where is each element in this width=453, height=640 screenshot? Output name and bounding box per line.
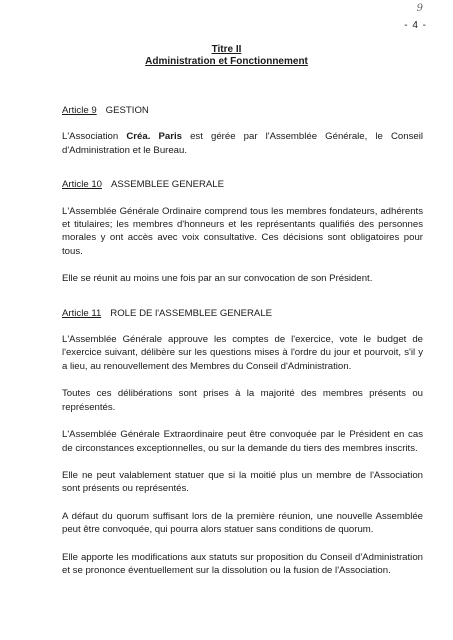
article-paragraph: Elle apporte les modifications aux statuts sur proposition du Conseil d'Administration et se prononce éventuellement sur la dissolution ou la fusion de l'Association. — [62, 551, 423, 576]
association-name: Créa. Paris — [126, 131, 182, 143]
handwritten-page-mark: 9 — [416, 3, 423, 14]
article-number: Article 10 — [62, 179, 102, 191]
article-paragraph — [62, 130, 423, 157]
article-title: ROLE DE l'ASSEMBLEE GENERALE — [110, 307, 273, 319]
article-paragraph: Elle ne peut valablement statuer que si la moitié plus un membre de l'Association sont présents ou représentés. — [62, 469, 423, 495]
para-text: L'Association Créa. Paris est gérée par l'Assemblée Générale, le Conseil d'Administration et le Bureau. — [62, 131, 423, 156]
article-11 — [62, 307, 423, 578]
article-10 — [62, 178, 423, 285]
article-title: GESTION — [105, 105, 149, 116]
article-paragraph: L'Assemblée Générale Extraordinaire peut être convoquée par le Président en cas de circonstances exceptionnelles, ou sur la demande du tiers des membres inscrits. — [62, 429, 423, 454]
title-line-1: Titre II — [211, 44, 242, 55]
article-paragraph: Elle se réunit au moins une fois par an sur convocation de son Président. — [62, 273, 373, 285]
article-number: Article 9 — [62, 105, 97, 116]
article-paragraph: Toutes ces délibérations sont prises à la majorité des membres présents ou représentés. — [62, 388, 423, 413]
article-number: Article 11 — [62, 307, 102, 319]
document-body — [62, 104, 423, 591]
title-block — [0, 44, 453, 68]
article-paragraph: L'Assemblée Générale approuve les comptes de l'exercice, vote le budget de l'exercice suivant, délibère sur les questions mises à l'ordre du jour et pourvoit, s'il y a lieu, au renouvellement des Membres du Conseil d'Administration. — [62, 334, 423, 372]
article-heading — [62, 307, 423, 320]
article-paragraph: A défaut du quorum suffisant lors de la première réunion, une nouvelle Assemblée peut être convoquée, qui pourra alors statuer sans conditions de quorum. — [62, 510, 423, 536]
article-9 — [62, 104, 423, 157]
article-heading — [62, 178, 423, 191]
article-heading — [62, 104, 423, 117]
title-line-2: Administration et Fonctionnement — [145, 56, 308, 67]
article-title: ASSEMBLEE GENERALE — [111, 179, 225, 191]
article-paragraph: L'Assemblée Générale Ordinaire comprend tous les membres fondateurs, adhérents et titulaires; les membres d'honneurs et les représentants qualifiés des personnes morales y ont accès avec voix consultative. Ces décisions sont obligatoires pour tous. — [62, 205, 423, 257]
page-number: - 4 - — [404, 20, 427, 31]
